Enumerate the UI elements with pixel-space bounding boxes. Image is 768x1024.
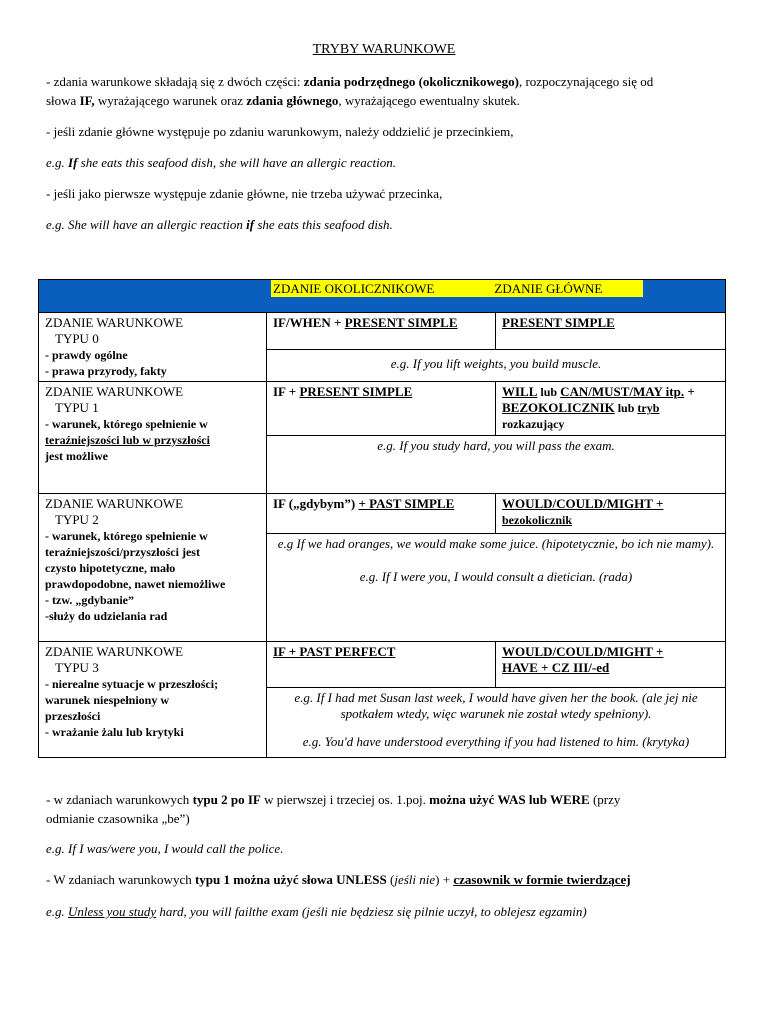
main-clause-type-2 [496,494,726,534]
main-clause-type-3 [496,642,726,688]
text: IF („gdybym”) [273,496,359,511]
text: e.g. [46,155,69,170]
text-underlined: HAVE + CZ III/-ed [502,660,610,675]
text-underlined: WILL [502,384,538,399]
label-line: - nierealne sytuacje w przeszłości; [45,677,219,691]
intro-paragraph-1 [46,72,726,110]
label-title: ZDANIE WARUNKOWE [45,384,184,399]
example-4 [46,902,726,921]
text: odmianie czasownika „be”) [46,811,190,826]
label-line: przeszłości [45,709,101,723]
text-underlined: WOULD/COULD/MIGHT + [502,496,664,511]
if-clause-type-0 [267,313,496,350]
text: ) + [435,872,454,887]
page-title: TRYBY WARUNKOWE [312,42,456,57]
label-line: -służy do udzielania rad [45,609,168,623]
text: (przy [589,792,621,807]
label-line: jest możliwe [45,449,108,463]
label-line: - prawa przyrody, fakty [45,364,167,378]
if-clause-type-2 [267,494,496,534]
text: lub [537,385,561,399]
example-line: e.g. If I had met Susan last week, I would have given her the book. (ale jej nie spotkałem wtedy, więc warunek nie został wtedy spełniony). [294,690,698,721]
text-underlined: + PAST SIMPLE [358,496,455,511]
label-line-underlined: teraźniejszości lub w przyszłości [45,433,210,447]
text: - w zdaniach warunkowych [46,792,193,807]
text: she eats this seafood dish, she will have an allergic reaction. [77,155,397,170]
label-line: - warunek, którego spełnienie w [45,417,208,431]
header-left-label: ZDANIE OKOLICZNIKOWE [273,281,435,296]
text-underlined: Unless you study [68,904,157,919]
example-3: e.g. If I was/were you, I would call the police. [46,841,284,856]
header-right-label: ZDANIE GŁÓWNE [494,281,603,296]
row-label-type-1 [39,382,267,494]
example-line: e.g. You'd have understood everything if you had listened to him. (krytyka) [302,734,690,749]
text: - W zdaniach warunkowych [46,872,195,887]
label-type: TYPU 1 [55,400,99,415]
example-line: e.g. If I were you, I would consult a dietician. (rada) [359,569,633,584]
label-line: - wrażanie żalu lub krytyki [45,725,184,739]
text-bold: zdania głównego [246,93,339,108]
label-line: warunek niespełniony w [45,693,170,707]
text: hard, you will failthe exam (jeśli nie będziesz się pilnie uczył, to oblejesz egzamin) [156,904,587,919]
label-line: teraźniejszości/przyszłości jest [45,545,200,559]
text: wyrażającego warunek oraz [94,93,247,108]
text-underlined: PRESENT SIMPLE [502,315,615,330]
text-bold-underlined: czasownik w formie twierdzącej [453,872,631,887]
text: + [684,384,695,399]
text-underlined: PRESENT SIMPLE [299,384,413,399]
text-bold: if [246,217,255,232]
main-clause-type-1 [496,382,726,436]
note-2 [46,870,726,889]
row-label-type-3 [39,642,267,758]
example-line: e.g If we had oranges, we would make some juice. (hipotetycznie, bo ich nie mamy). [277,536,715,551]
example-1 [46,153,726,172]
text: , rozpoczynającego się od [518,74,654,89]
label-line: - tzw. „gdybanie” [45,593,135,607]
if-clause-type-1 [267,382,496,436]
row-label-type-2 [39,494,267,642]
header-highlight [271,280,643,297]
text: ( [386,872,395,887]
text-bold: można użyć WAS lub WERE [429,792,590,807]
text-bold: typu 2 po IF [192,792,261,807]
text-bold: zdania podrzędnego (okolicznikowego) [303,74,519,89]
label-line: - prawdy ogólne [45,348,128,362]
label-type: TYPU 0 [55,331,99,346]
text: , wyrażającego ewentualny skutek. [338,93,520,108]
text-underlined: WOULD/COULD/MIGHT + [502,644,664,659]
text-underlined: CAN/MUST/MAY itp. [560,384,685,399]
intro-paragraph-2: - jeśli zdanie główne występuje po zdaniu warunkowym, należy oddzielić je przecinkiem, [46,124,514,139]
note-1 [46,790,726,828]
text-underlined: bezokolicznik [502,513,573,527]
text-underlined: PRESENT SIMPLE [344,315,458,330]
text: słowa [46,93,80,108]
label-type: TYPU 3 [55,660,99,675]
example-type-2 [267,534,726,642]
text: IF/WHEN + [273,315,345,330]
label-line: prawdopodobne, nawet niemożliwe [45,577,226,591]
text-underlined: BEZOKOLICZNIK [502,400,615,415]
label-line: - warunek, którego spełnienie w [45,529,208,543]
text-italic: jeśli nie [394,872,436,887]
text: e.g. She will have an allergic reaction [46,217,247,232]
label-type: TYPU 2 [55,512,99,527]
text: rozkazujący [502,417,565,431]
conditionals-table [38,279,726,758]
text: e.g. [46,904,69,919]
text-bold: IF, [79,93,95,108]
text: w pierwszej i trzeciej os. 1.poj. [260,792,430,807]
text-underlined: tryb [637,401,660,415]
text: she eats this seafood dish. [254,217,393,232]
text: IF + [273,384,300,399]
label-line: czysto hipotetyczne, mało [45,561,176,575]
table-header [39,280,726,313]
text-bold: typu 1 można użyć słowa UNLESS [194,872,387,887]
text-bold: If [68,155,78,170]
text: lub [614,401,638,415]
label-title: ZDANIE WARUNKOWE [45,496,184,511]
example-type-1: e.g. If you study hard, you will pass the exam. [267,436,726,494]
if-clause-type-3 [267,642,496,688]
main-clause-type-0 [496,313,726,350]
text: - zdania warunkowe składają się z dwóch części: [46,74,304,89]
intro-paragraph-3: - jeśli jako pierwsze występuje zdanie główne, nie trzeba używać przecinka, [46,186,443,201]
example-2 [46,215,726,234]
example-type-3 [267,688,726,758]
row-label-type-0 [39,313,267,382]
label-title: ZDANIE WARUNKOWE [45,315,184,330]
label-title: ZDANIE WARUNKOWE [45,644,184,659]
example-type-0: e.g. If you lift weights, you build muscle. [267,349,726,381]
text-underlined: IF + PAST PERFECT [273,644,396,659]
